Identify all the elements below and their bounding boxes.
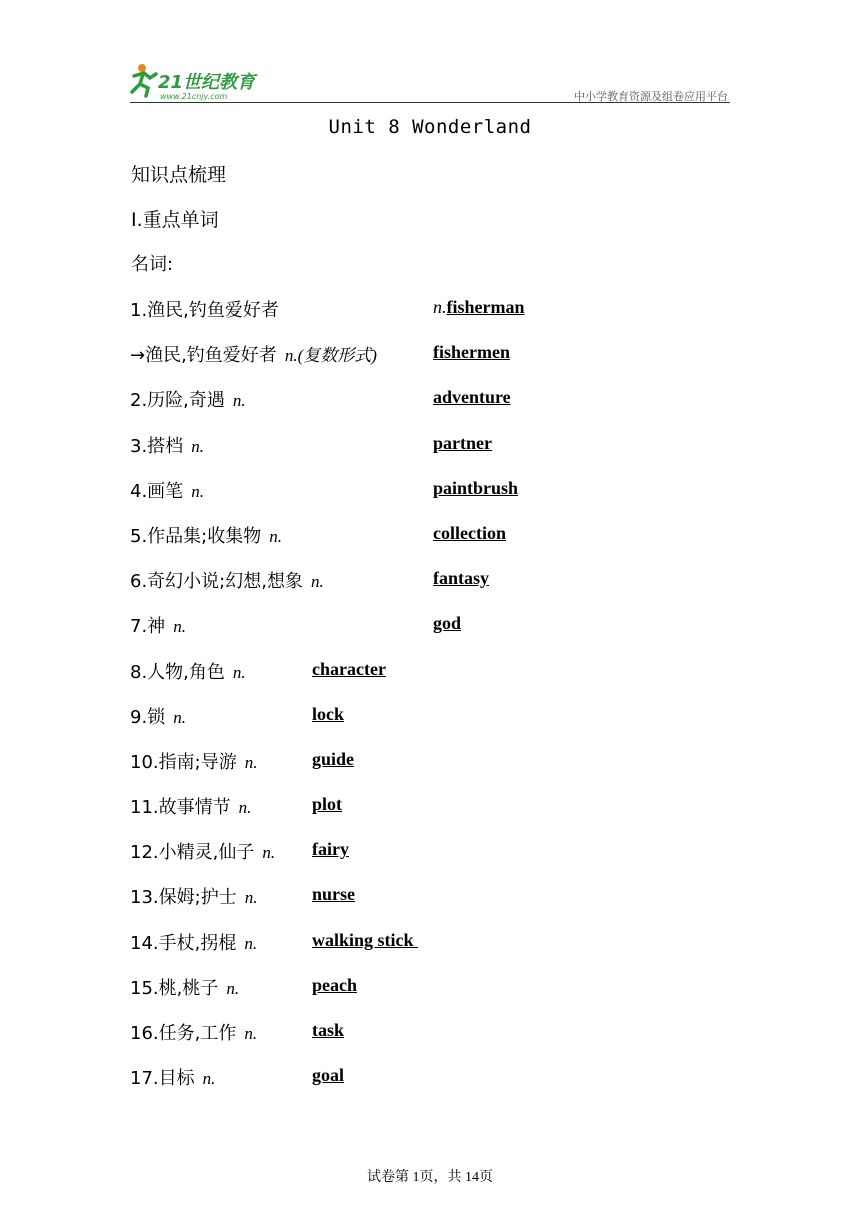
vocab-answer	[312, 1065, 344, 1086]
vocab-row	[130, 742, 730, 787]
part-of-speech: n.	[244, 888, 258, 908]
answer-word: guide	[312, 748, 355, 769]
page-footer: 试卷第 1页，共 14页	[367, 1170, 493, 1185]
vocab-row	[130, 471, 730, 516]
vocab-chinese-text: 12.小精灵,仙子	[130, 842, 255, 864]
vocab-answer	[312, 749, 354, 770]
part-of-speech: n.	[232, 391, 246, 411]
vocab-row	[130, 516, 730, 561]
vocab-chinese	[130, 432, 204, 458]
vocab-chinese-text: →渔民,钓鱼爱好者	[130, 345, 277, 367]
part-of-speech: n.	[244, 1024, 258, 1043]
vocab-list	[130, 290, 730, 1103]
vocab-chinese-text: 4.画笔	[130, 480, 184, 502]
answer-word: walking stick	[312, 929, 419, 950]
vocab-row	[130, 290, 730, 335]
vocab-answer	[312, 975, 357, 996]
vocab-answer	[433, 342, 510, 363]
vocab-answer	[312, 839, 349, 860]
part-of-speech: n.	[262, 843, 276, 863]
vocab-chinese-text: 6.奇幻小说;幻想,想象	[130, 571, 303, 593]
vocab-chinese-text: 3.搭档	[130, 435, 184, 457]
answer-word: fishermen	[433, 342, 510, 363]
vocab-chinese-text: 7.神	[130, 616, 166, 638]
vocab-row	[130, 426, 730, 471]
vocab-answer	[312, 704, 344, 725]
answer-word: nurse	[312, 884, 356, 905]
vocab-chinese	[130, 974, 239, 1000]
vocab-answer	[433, 433, 492, 454]
vocab-answer	[433, 297, 525, 318]
vocab-row	[130, 1013, 730, 1058]
vocab-answer	[312, 884, 355, 905]
page-title: Unit 8 Wonderland	[328, 116, 532, 138]
vocab-row	[130, 380, 730, 425]
vocab-chinese	[130, 477, 204, 503]
header-platform-text: 中小学教育资源及组卷应用平台	[574, 90, 728, 103]
vocab-answer	[433, 568, 489, 589]
vocab-answer	[312, 1020, 344, 1041]
answer-word: peach	[312, 974, 357, 995]
vocab-chinese-text: 5.作品集;收集物	[130, 525, 262, 547]
vocab-chinese-text: 14.手杖,拐棍	[130, 932, 237, 954]
vocab-answer	[312, 659, 386, 680]
part-of-speech: n.	[244, 933, 258, 953]
vocab-chinese	[130, 929, 257, 955]
vocab-row	[130, 606, 730, 651]
part-of-speech: n.	[232, 662, 246, 682]
part-of-speech: n.	[173, 707, 186, 727]
part-of-speech: n.	[191, 481, 204, 501]
vocab-chinese	[130, 1019, 257, 1045]
runner-icon	[132, 64, 156, 96]
answer-word: fairy	[312, 839, 349, 860]
vocab-chinese	[130, 748, 257, 774]
part-of-speech: n.	[310, 572, 324, 592]
answer-word: task	[312, 1020, 345, 1040]
vocab-row	[130, 1058, 730, 1103]
vocab-row	[130, 923, 730, 968]
answer-word: fisherman	[446, 297, 525, 317]
part-of-speech: n.	[226, 978, 240, 998]
subheading: Ⅰ.重点单词	[131, 209, 219, 231]
answer-word: collection	[433, 522, 506, 543]
vocab-chinese-text: 17.目标	[130, 1068, 195, 1090]
vocab-row	[130, 335, 730, 380]
vocab-chinese	[130, 793, 251, 819]
answer-word: plot	[312, 794, 343, 815]
answer-word: adventure	[433, 387, 511, 408]
vocab-chinese-text: 2.历险,奇遇	[130, 390, 225, 412]
vocab-row	[130, 652, 730, 697]
part-of-speech: n.	[238, 798, 252, 818]
vocab-chinese	[130, 658, 246, 684]
part-of-speech: n.	[173, 617, 186, 637]
vocab-chinese-text: 1.渔民,钓鱼爱好者	[130, 300, 279, 321]
part-of-speech: n.	[202, 1069, 216, 1089]
vocab-row	[130, 968, 730, 1013]
part-of-speech: n.	[269, 526, 282, 546]
answer-word: lock	[312, 703, 345, 724]
vocab-chinese-text: 13.保姆;护士	[130, 887, 237, 909]
vocab-chinese	[130, 703, 186, 729]
vocab-answer	[433, 523, 506, 544]
vocab-chinese-text: 16.任务,工作	[130, 1023, 237, 1044]
vocab-answer	[433, 613, 461, 634]
vocab-answer	[433, 478, 518, 499]
logo-url: www.21cnjy.com	[160, 92, 228, 101]
vocab-chinese-text: 15.桃,桃子	[130, 977, 219, 999]
vocab-answer	[312, 794, 342, 815]
vocab-chinese	[130, 296, 279, 322]
vocab-answer	[433, 387, 511, 408]
section-heading: 知识点梳理	[131, 164, 227, 186]
vocab-chinese-text: 8.人物,角色	[130, 661, 225, 683]
answer-word: character	[312, 658, 386, 679]
part-of-speech: n.(复数形式)	[284, 346, 377, 366]
part-of-speech: n.	[191, 436, 204, 456]
vocab-chinese	[130, 883, 257, 909]
vocab-chinese	[130, 838, 275, 864]
header-divider	[130, 102, 730, 103]
vocab-chinese	[130, 1064, 215, 1090]
vocab-answer	[312, 930, 418, 951]
vocab-chinese	[130, 386, 246, 412]
vocab-row	[130, 832, 730, 877]
part-of-speech: n.	[244, 752, 258, 772]
vocab-chinese	[130, 522, 282, 548]
site-logo	[128, 62, 268, 102]
vocab-chinese-text: 9.锁	[130, 706, 166, 728]
vocab-row	[130, 787, 730, 832]
answer-word: goal	[312, 1065, 345, 1086]
vocab-chinese-text: 10.指南;导游	[130, 751, 237, 773]
category-label: 名词:	[131, 254, 174, 275]
answer-word: fantasy	[433, 568, 490, 589]
vocab-row	[130, 877, 730, 922]
vocab-chinese	[130, 567, 324, 593]
vocab-chinese	[130, 341, 377, 367]
answer-word: partner	[433, 432, 492, 453]
answer-word: paintbrush	[433, 477, 519, 498]
vocab-row	[130, 561, 730, 606]
answer-word: god	[433, 613, 462, 634]
vocab-row	[130, 697, 730, 742]
answer-pos-prefix: n.	[433, 297, 447, 317]
vocab-chinese-text: 11.故事情节	[130, 797, 231, 819]
logo-text: 21世纪教育	[158, 72, 256, 93]
vocab-chinese	[130, 612, 186, 638]
